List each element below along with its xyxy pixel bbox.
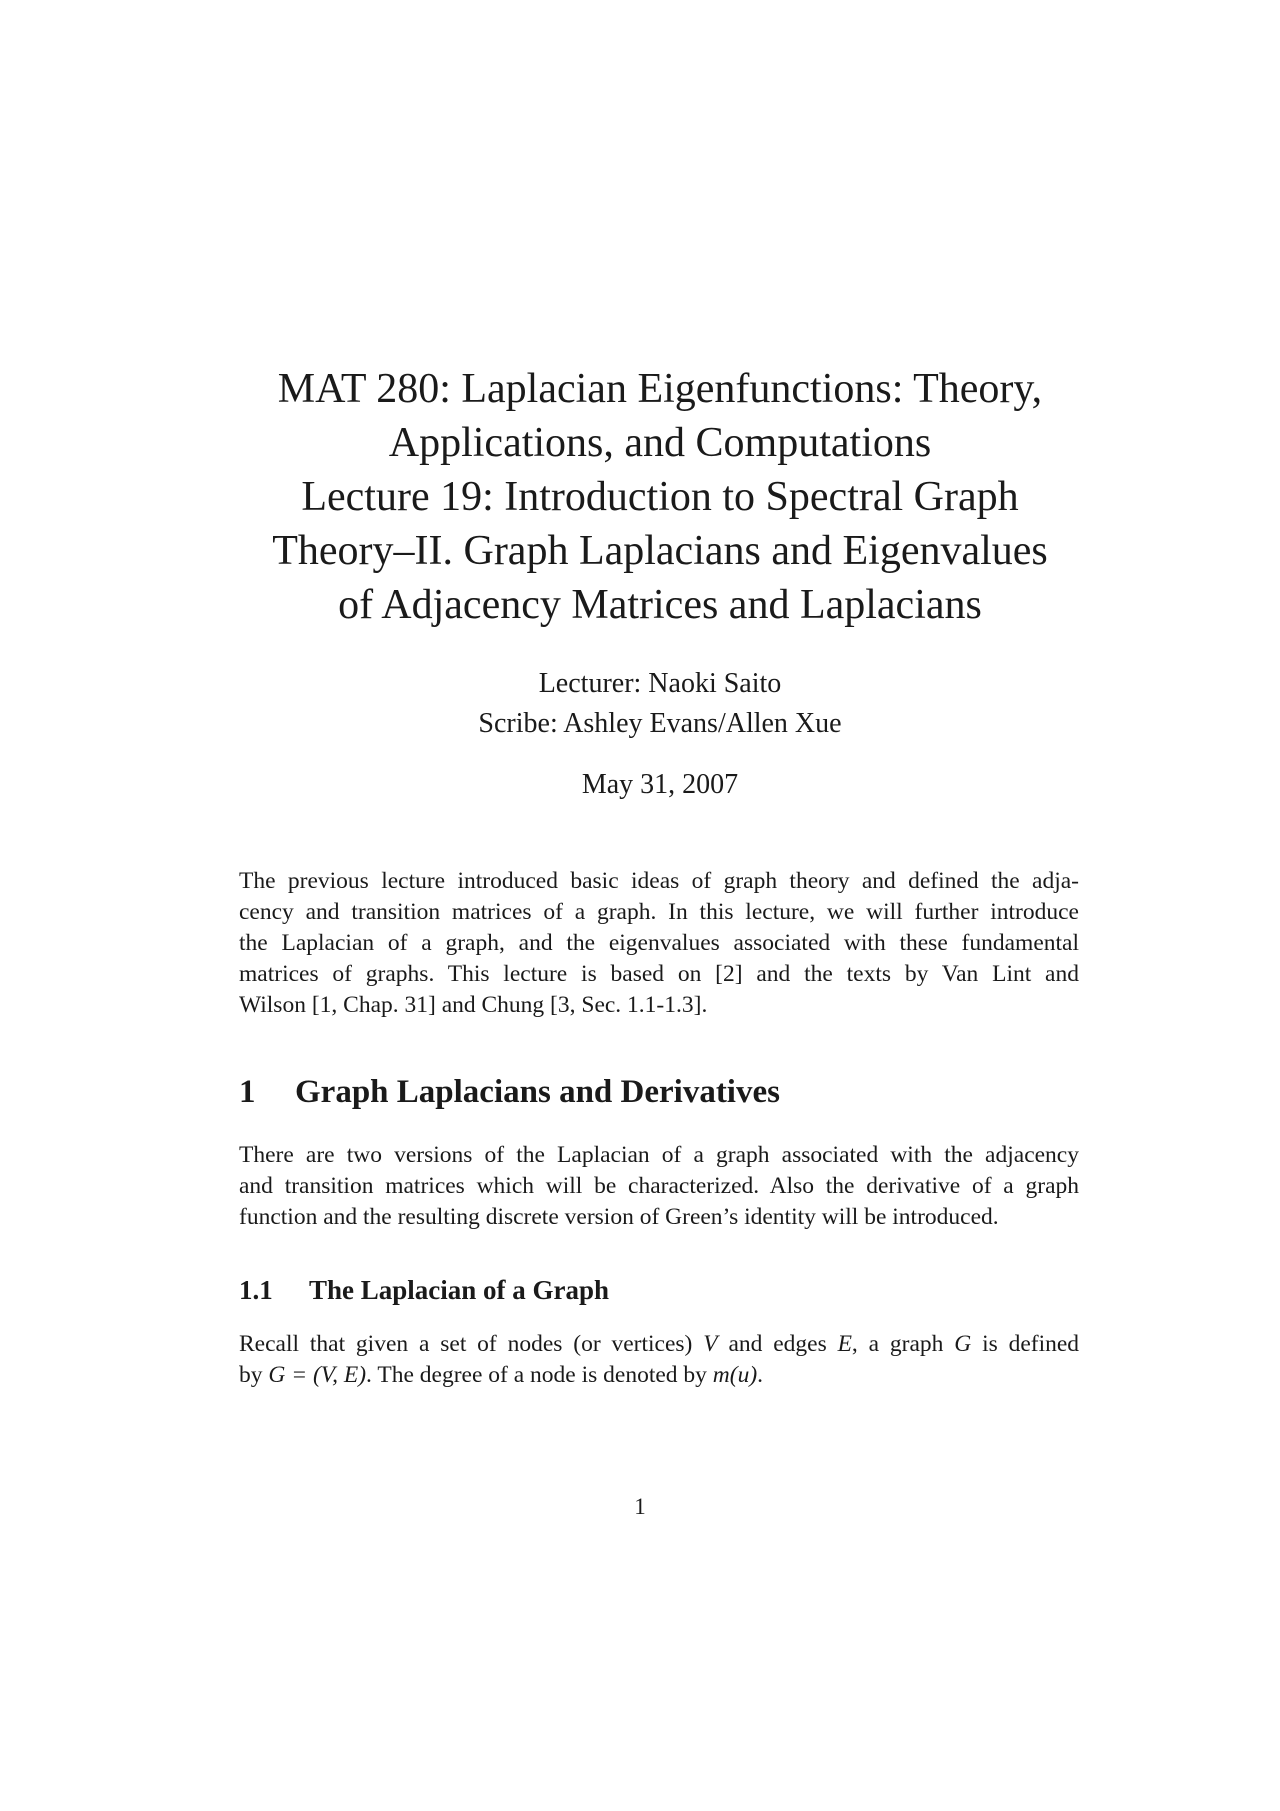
abstract-paragraph <box>239 866 1079 1021</box>
paper-title <box>200 362 1120 632</box>
text-fragment: and edges <box>728 1331 827 1357</box>
subsection-heading <box>239 1273 609 1307</box>
text-line: function and the resulting discrete version of Green’s identity will be introduced. <box>239 1204 999 1230</box>
text-fragment: . <box>757 1362 764 1388</box>
subsection-title: The Laplacian of a Graph <box>309 1275 610 1305</box>
title-line: Theory–II. Graph Laplacians and Eigenvalues <box>272 528 1048 574</box>
text-line: Wilson [1, Chap. 31] and Chung [3, Sec. 1.1-1.3]. <box>239 992 708 1018</box>
text-line: cency and transition matrices of a graph. In this lecture, we will further introduce <box>239 899 1079 925</box>
subsection-number: 1.1 <box>239 1275 273 1305</box>
text-line: and transition matrices which will be characterized. Also the derivative of a graph <box>239 1173 1079 1199</box>
text-line <box>239 1329 1079 1360</box>
text-line: the Laplacian of a graph, and the eigenvalues associated with these fundamental <box>239 930 1079 956</box>
subsection-paragraph <box>239 1329 1079 1391</box>
page-number: 1 <box>634 1494 646 1519</box>
title-line: Applications, and Computations <box>388 420 932 466</box>
section-heading <box>239 1072 780 1112</box>
section-paragraph <box>239 1140 1079 1233</box>
text-line: matrices of graphs. This lecture is based on [2] and the texts by Van Lint and <box>239 961 1079 987</box>
scribe: Scribe: Ashley Evans/Allen Xue <box>478 708 842 739</box>
author-block <box>200 664 1120 744</box>
title-line: of Adjacency Matrices and Laplacians <box>338 582 982 628</box>
text-fragment: Recall that given a set of nodes (or vertices) <box>239 1331 693 1357</box>
title-line: MAT 280: Laplacian Eigenfunctions: Theory, <box>277 366 1043 412</box>
text-line: The previous lecture introduced basic ideas of graph theory and defined the adja- <box>239 868 1079 894</box>
text-fragment: is defined <box>982 1331 1080 1357</box>
text-fragment: by <box>239 1362 263 1388</box>
text-fragment: , a graph <box>851 1331 944 1357</box>
math-E: E <box>837 1331 852 1357</box>
text-line <box>239 1360 1079 1391</box>
title-line: Lecture 19: Introduction to Spectral Graph <box>301 474 1019 520</box>
math-G: G <box>954 1331 972 1357</box>
section-number: 1 <box>239 1074 256 1110</box>
math-graph-definition: G = (V, E) <box>268 1362 367 1388</box>
math-V: V <box>703 1331 718 1357</box>
lecturer: Lecturer: Naoki Saito <box>538 668 782 699</box>
section-title: Graph Laplacians and Derivatives <box>295 1074 780 1110</box>
text-fragment: . The degree of a node is denoted by <box>366 1362 707 1388</box>
date: May 31, 2007 <box>581 769 739 800</box>
text-line: There are two versions of the Laplacian of a graph associated with the adjacency <box>239 1142 1079 1168</box>
math-degree: m(u) <box>712 1362 758 1388</box>
